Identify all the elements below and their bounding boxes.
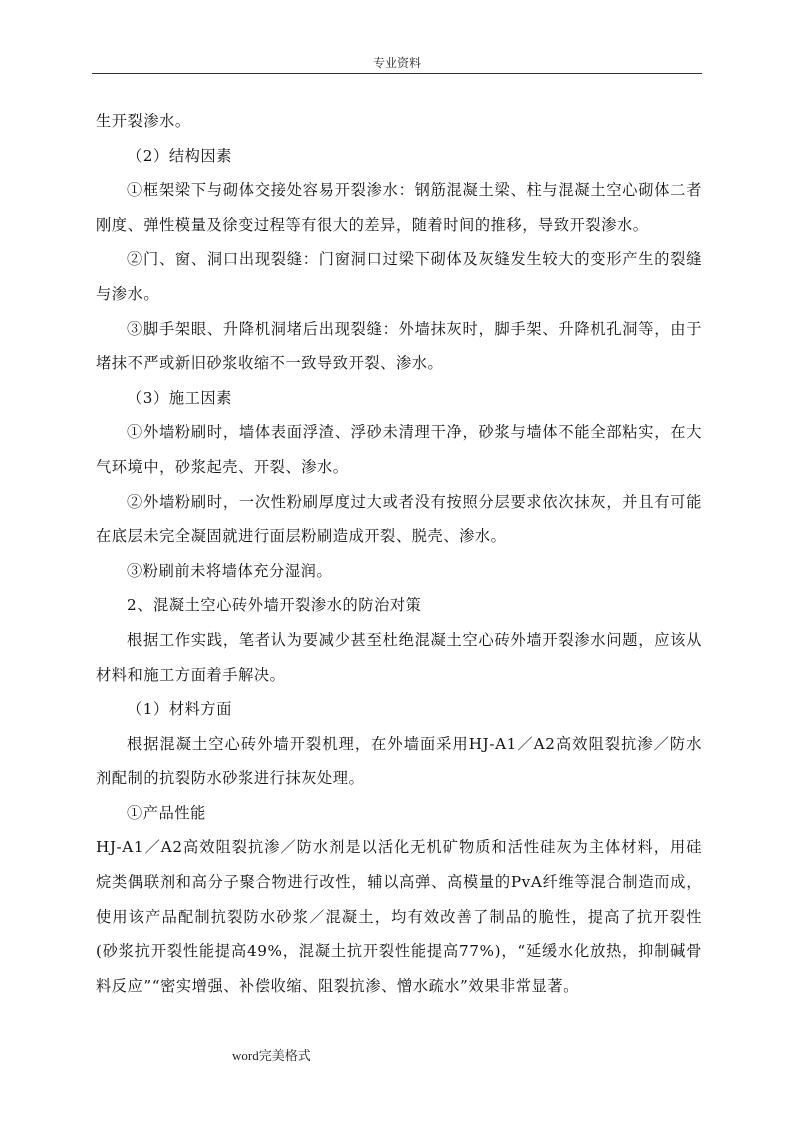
paragraph: ③粉刷前未将墙体充分湿润。: [127, 561, 333, 580]
section-heading: （2）结构因素: [127, 146, 232, 165]
section-heading: 2、混凝土空心砖外墙开裂渗水的防治对策: [127, 596, 422, 615]
paragraph: 根据混凝土空心砖外墙开裂机理，在外墙面采用HJ-A1／A2高效阻裂抗渗／防水剂配制的抗裂防水砂浆进行抹灰处理。: [96, 734, 702, 788]
paragraph: 生开裂渗水。: [96, 112, 191, 130]
paragraph: ①框架梁下与砌体交接处容易开裂渗水：钢筋混凝土梁、柱与混凝土空心砌体二者刚度、弹性模量及徐变过程等有很大的差异，随着时间的推移，导致开裂渗水。: [96, 181, 702, 234]
paragraph: ②外墙粉刷时，一次性粉刷厚度过大或者没有按照分层要求依次抹灰，并且有可能在底层未完全凝固就进行面层粉刷造成开裂、脱壳、渗水。: [96, 492, 702, 546]
document-body: [96, 104, 702, 1003]
section-heading: （1）材料方面: [127, 700, 232, 719]
section-heading: （3）施工因素: [127, 388, 232, 407]
section-heading: ①产品性能: [127, 803, 206, 822]
paragraph: HJ-A1／A2高效阻裂抗渗／防水剂是以活化无机矿物质和活性硅灰为主体材料，用硅烷类偶联剂和高分子聚合物进行改性，辅以高弹、高模量的PvA纤维等混合制造而成，使用该产品配制抗裂防水砂浆／混凝土，均有效改善了制品的脆性，提高了抗开裂性(砂浆抗开裂性能提高49%，混凝土抗开裂性能提高77%)，“延缓水化放热，抑制碱骨料反应”“密实增强、补偿收缩、阻裂抗渗、憎水疏水”效果非常显著。: [96, 838, 702, 995]
paragraph: ③脚手架眼、升降机洞堵后出现裂缝：外墙抹灰时，脚手架、升降机孔洞等，由于堵抹不严或新旧砂浆收缩不一致导致开裂、渗水。: [96, 319, 702, 373]
page-footer: word完美格式: [232, 1048, 311, 1063]
page-header: 专业资料: [372, 56, 421, 70]
paragraph: ②门、窗、洞口出现裂缝：门窗洞口过梁下砌体及灰缝发生较大的变形产生的裂缝与渗水。: [96, 250, 702, 303]
paragraph: 根据工作实践，笔者认为要减少甚至杜绝混凝土空心砖外墙开裂渗水问题，应该从材料和施工方面着手解决。: [96, 630, 702, 684]
header-divider: [92, 73, 702, 74]
paragraph: ①外墙粉刷时，墙体表面浮渣、浮砂未清理干净，砂浆与墙体不能全部粘实，在大气环境中，砂浆起壳、开裂、渗水。: [96, 423, 702, 476]
